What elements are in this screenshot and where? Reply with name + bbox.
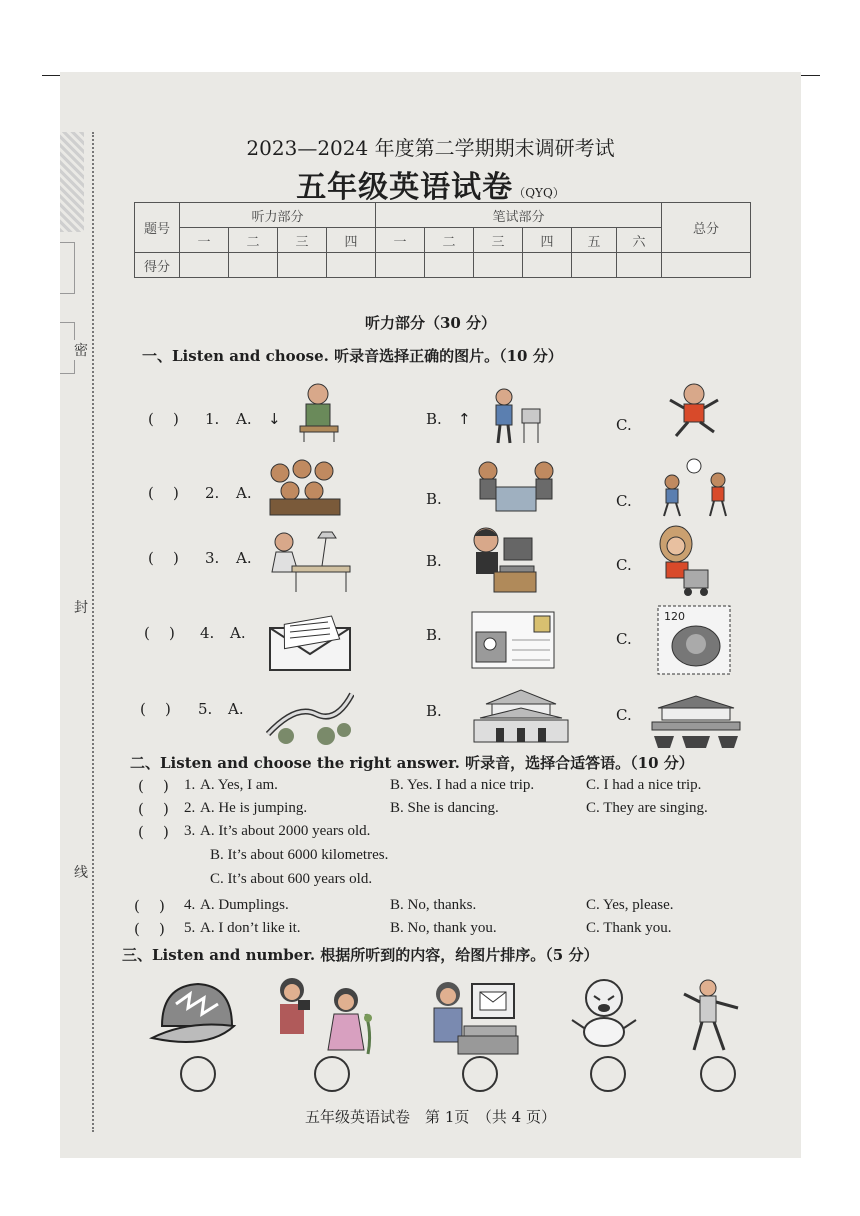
answer-paren[interactable]: ( ) xyxy=(138,800,169,818)
q2-5-number: 5. xyxy=(184,920,196,936)
question-number: 2. xyxy=(205,484,220,502)
binding-char-seal: 密 xyxy=(74,340,88,360)
q2-4-option-b: B. No, thanks. xyxy=(390,897,477,913)
cell-label-number: 题号 xyxy=(135,203,180,253)
woman-emailing-picture[interactable] xyxy=(428,976,520,1058)
option-label-a: A. xyxy=(228,700,244,718)
page-footer: 五年级英语试卷 第 1页 （共 4 页） xyxy=(305,1108,556,1126)
q2-4-option-c: C. Yes, please. xyxy=(586,897,674,913)
kids-playing-ball-picture[interactable] xyxy=(658,456,736,518)
option-label-a: A. xyxy=(236,484,252,502)
crop-mark-left xyxy=(42,75,62,76)
q2-3-number: 3. xyxy=(184,823,196,839)
children-group-picture[interactable] xyxy=(266,457,346,517)
cell-col: 二 xyxy=(229,228,278,253)
score-cell[interactable] xyxy=(229,253,278,278)
question-number: 3. xyxy=(205,549,220,567)
binding-char-seal: 封 xyxy=(74,597,88,617)
answer-paren[interactable]: ( ) xyxy=(138,823,169,841)
q2-4-number: 4. xyxy=(184,897,196,913)
option-label-c: C. xyxy=(616,416,632,434)
great-wall-picture[interactable] xyxy=(266,684,354,746)
option-label-b: B. xyxy=(426,626,442,644)
student-writing-at-desk-picture[interactable] xyxy=(262,528,354,594)
tiananmen-picture[interactable] xyxy=(466,684,576,748)
letter-envelope-picture[interactable] xyxy=(268,614,352,672)
cell-writing-group: 笔试部分 xyxy=(376,203,662,228)
boy-jumping-picture[interactable] xyxy=(664,382,724,442)
girl-shopping-picture[interactable] xyxy=(654,524,712,598)
answer-circle[interactable] xyxy=(180,1056,216,1092)
section3-title: 三、Listen and number. 根据所听到的内容，给图片排序。（5 分） xyxy=(122,946,599,964)
answer-paren[interactable]: ( ) xyxy=(148,549,179,567)
postcard-panda-picture[interactable] xyxy=(470,610,556,670)
q2-2-option-c: C. They are singing. xyxy=(586,800,708,816)
q2-1-option-a: A. Yes, I am. xyxy=(200,777,278,793)
exam-code: （QYQ） xyxy=(513,186,565,200)
score-cell[interactable] xyxy=(278,253,327,278)
q2-2-option-b: B. She is dancing. xyxy=(390,800,499,816)
option-label-b: B. xyxy=(426,410,442,428)
cell-col: 五 xyxy=(572,228,617,253)
people-around-table-picture[interactable] xyxy=(474,457,558,519)
option-label-c: C. xyxy=(616,630,632,648)
score-cell[interactable] xyxy=(425,253,474,278)
answer-circle[interactable] xyxy=(314,1056,350,1092)
score-cell[interactable] xyxy=(327,253,376,278)
exam-paper xyxy=(60,72,801,1158)
option-label-c: C. xyxy=(616,492,632,510)
section2-title: 二、Listen and choose the right answer. 听录音，选择合适答语。（10 分） xyxy=(130,754,694,772)
cell-label-score: 得分 xyxy=(135,253,180,278)
option-label-a: A. xyxy=(230,624,246,642)
score-cell[interactable] xyxy=(474,253,523,278)
q2-5-option-c: C. Thank you. xyxy=(586,920,672,936)
crying-baby-picture[interactable] xyxy=(568,976,640,1052)
q2-3-option-b: B. It’s about 6000 kilometres. xyxy=(210,847,389,863)
q2-1-option-c: C. I had a nice trip. xyxy=(586,777,702,793)
cell-col: 三 xyxy=(474,228,523,253)
binding-char-line: 线 xyxy=(74,862,88,882)
option-label-a: A. xyxy=(236,410,252,428)
binding-dotted-line xyxy=(92,132,94,1132)
girls-taking-photos-picture[interactable] xyxy=(268,974,380,1058)
cell-listening-group: 听力部分 xyxy=(180,203,376,228)
man-standing-by-chair-picture[interactable] xyxy=(488,387,546,445)
answer-circle[interactable] xyxy=(700,1056,736,1092)
stamp-value: 120 xyxy=(664,610,685,623)
arrow-down: ↓ xyxy=(268,410,281,428)
listening-heading: 听力部分（30 分） xyxy=(364,314,497,332)
q2-1-number: 1. xyxy=(184,777,196,793)
score-cell[interactable] xyxy=(617,253,662,278)
cell-col: 二 xyxy=(425,228,474,253)
crop-mark-right xyxy=(800,75,820,76)
score-cell[interactable] xyxy=(180,253,229,278)
answer-circle[interactable] xyxy=(590,1056,626,1092)
arrow-up: ↑ xyxy=(458,410,471,428)
exam-title-line1: 2023—2024 年度第二学期期末调研考试 xyxy=(246,136,615,160)
answer-paren[interactable]: ( ) xyxy=(148,410,179,428)
question-number: 4. xyxy=(200,624,215,642)
girl-at-computer-picture[interactable] xyxy=(466,524,538,594)
old-man-sitting-picture[interactable] xyxy=(292,380,344,442)
q2-2-number: 2. xyxy=(184,800,196,816)
score-cell[interactable] xyxy=(523,253,572,278)
margin-box xyxy=(60,242,75,294)
cap-picture[interactable] xyxy=(148,976,242,1056)
man-doing-taichi-picture[interactable] xyxy=(680,978,744,1054)
exam-title-line2: 五年级英语试卷（QYQ） xyxy=(296,170,565,205)
q2-3-option-c: C. It’s about 600 years old. xyxy=(210,871,373,887)
q2-3-option-a: A. It’s about 2000 years old. xyxy=(200,823,371,839)
palace-museum-picture[interactable] xyxy=(648,692,744,750)
score-cell[interactable] xyxy=(376,253,425,278)
score-cell[interactable] xyxy=(572,253,617,278)
cell-col: 一 xyxy=(376,228,425,253)
cell-col: 六 xyxy=(617,228,662,253)
q2-5-option-b: B. No, thank you. xyxy=(390,920,497,936)
option-label-a: A. xyxy=(236,549,252,567)
answer-paren[interactable]: ( ) xyxy=(148,484,179,502)
cell-col: 三 xyxy=(278,228,327,253)
q2-2-option-a: A. He is jumping. xyxy=(200,800,308,816)
answer-paren[interactable]: ( ) xyxy=(138,777,169,795)
answer-paren[interactable]: ( ) xyxy=(140,700,171,718)
answer-paren[interactable]: ( ) xyxy=(144,624,175,642)
section1-title: 一、Listen and choose. 听录音选择正确的图片。（10 分） xyxy=(142,347,563,365)
score-table xyxy=(134,202,751,278)
q2-5-option-a: A. I don’t like it. xyxy=(200,920,301,936)
question-number: 5. xyxy=(198,700,213,718)
option-label-c: C. xyxy=(616,706,632,724)
option-label-c: C. xyxy=(616,556,632,574)
q2-1-option-b: B. Yes. I had a nice trip. xyxy=(390,777,535,793)
answer-paren[interactable]: ( ) xyxy=(134,920,165,938)
cell-col: 一 xyxy=(180,228,229,253)
option-label-b: B. xyxy=(426,490,442,508)
score-cell[interactable] xyxy=(662,253,751,278)
stamp-picture[interactable] xyxy=(656,604,732,676)
option-label-b: B. xyxy=(426,702,442,720)
cell-col: 四 xyxy=(327,228,376,253)
cell-col: 四 xyxy=(523,228,572,253)
cell-total: 总分 xyxy=(662,203,751,253)
answer-paren[interactable]: ( ) xyxy=(134,897,165,915)
question-number: 1. xyxy=(205,410,220,428)
q2-4-option-a: A. Dumplings. xyxy=(200,897,289,913)
option-label-b: B. xyxy=(426,552,442,570)
answer-circle[interactable] xyxy=(462,1056,498,1092)
